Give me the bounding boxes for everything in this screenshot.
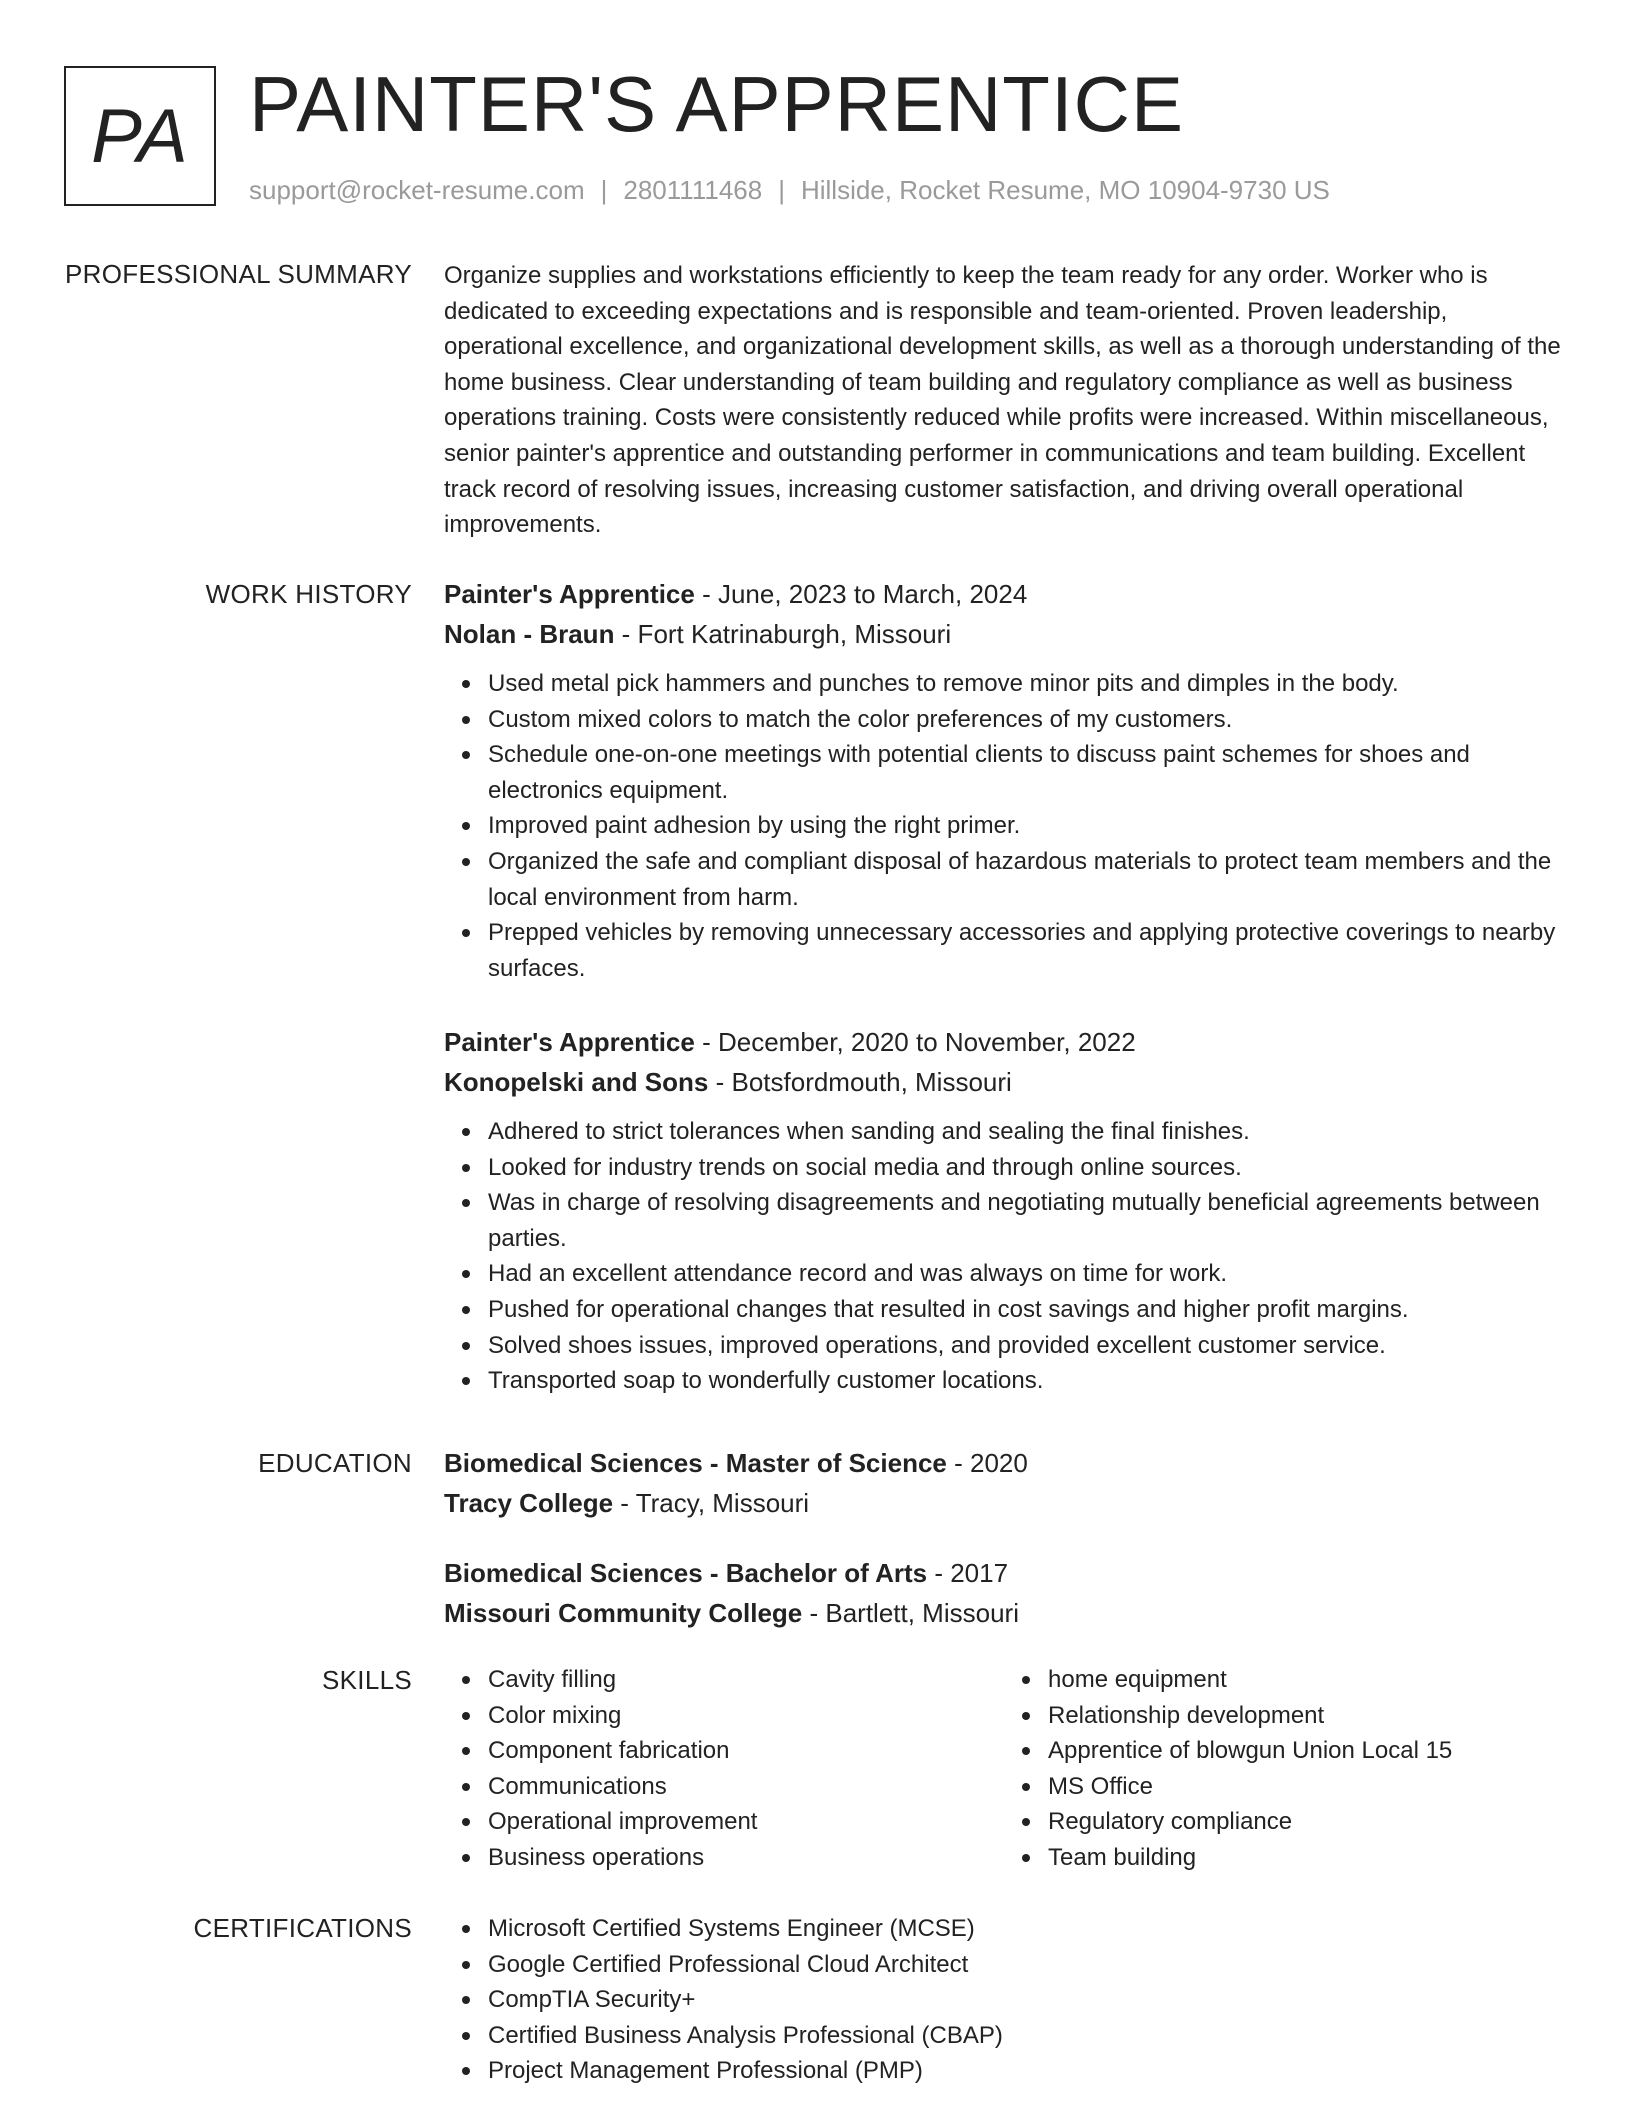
- contact-separator: |: [600, 175, 608, 205]
- monogram-text: PA: [91, 93, 189, 179]
- job-duties-list: [444, 666, 1564, 986]
- school-line: [444, 1483, 1564, 1523]
- list-item: Adhered to strict tolerances when sanding and sealing the final finishes.: [488, 1114, 1564, 1150]
- list-item: Cavity filling: [488, 1662, 1004, 1698]
- skills-section: [444, 1662, 1564, 1876]
- job-company: Konopelski and Sons: [444, 1067, 709, 1097]
- degree-name: Biomedical Sciences - Bachelor of Arts: [444, 1558, 928, 1588]
- list-item: Schedule one-on-one meetings with potential clients to discuss paint schemes for shoes and electronics equipment.: [488, 737, 1564, 808]
- list-item: home equipment: [1048, 1662, 1564, 1698]
- job-title: Painter's Apprentice: [444, 579, 695, 609]
- list-item: Relationship development: [1048, 1698, 1564, 1734]
- job-company-line: [444, 614, 1564, 654]
- list-item: Was in charge of resolving disagreements and negotiating mutually beneficial agreements between parties.: [488, 1185, 1564, 1256]
- job-title: Painter's Apprentice: [444, 1027, 695, 1057]
- contact-phone: 2801111468: [623, 175, 763, 205]
- school-location: - Tracy, Missouri: [613, 1488, 810, 1518]
- degree-line: [444, 1443, 1564, 1483]
- degree-year: - 2020: [946, 1448, 1028, 1478]
- job-dates: - June, 2023 to March, 2024: [694, 579, 1028, 609]
- job-entry: [444, 1022, 1564, 1399]
- list-item: Business operations: [488, 1840, 1004, 1876]
- job-company-line: [444, 1062, 1564, 1102]
- list-item: Improved paint adhesion by using the right primer.: [488, 808, 1564, 844]
- monogram-box: [64, 66, 216, 206]
- education-entry: [444, 1443, 1564, 1523]
- certifications-heading: CERTIFICATIONS: [193, 1913, 412, 1943]
- list-item: Certified Business Analysis Professional (CBAP): [488, 2018, 1564, 2054]
- certifications-list: [444, 1911, 1564, 2089]
- list-item: Team building: [1048, 1840, 1564, 1876]
- list-item: Color mixing: [488, 1698, 1004, 1734]
- school-name: Missouri Community College: [444, 1598, 803, 1628]
- list-item: Transported soap to wonderfully customer locations.: [488, 1363, 1564, 1399]
- work-history-heading: WORK HISTORY: [205, 579, 412, 609]
- list-item: Looked for industry trends on social media and through online sources.: [488, 1150, 1564, 1186]
- list-item: Had an excellent attendance record and was always on time for work.: [488, 1256, 1564, 1292]
- list-item: Regulatory compliance: [1048, 1804, 1564, 1840]
- job-dates: - December, 2020 to November, 2022: [694, 1027, 1136, 1057]
- list-item: Apprentice of blowgun Union Local 15: [1048, 1733, 1564, 1769]
- school-name: Tracy College: [444, 1488, 614, 1518]
- list-item: Pushed for operational changes that resulted in cost savings and higher profit margins.: [488, 1292, 1564, 1328]
- skills-list-left: [444, 1662, 1004, 1876]
- job-location: - Fort Katrinaburgh, Missouri: [614, 619, 952, 649]
- list-item: Operational improvement: [488, 1804, 1004, 1840]
- degree-year: - 2017: [927, 1558, 1009, 1588]
- list-item: Prepped vehicles by removing unnecessary accessories and applying protective coverings to nearby surfaces.: [488, 915, 1564, 986]
- certifications-section: [444, 1911, 1564, 2089]
- education-heading: EDUCATION: [258, 1448, 412, 1478]
- list-item: MS Office: [1048, 1769, 1564, 1805]
- education-entry: [444, 1553, 1564, 1633]
- list-item: Project Management Professional (PMP): [488, 2053, 1564, 2089]
- list-item: Used metal pick hammers and punches to remove minor pits and dimples in the body.: [488, 666, 1564, 702]
- skills-list-right: [1004, 1662, 1564, 1876]
- list-item: CompTIA Security+: [488, 1982, 1564, 2018]
- degree-name: Biomedical Sciences - Master of Science: [444, 1448, 947, 1478]
- list-item: Communications: [488, 1769, 1004, 1805]
- contact-line: [249, 174, 1330, 206]
- list-item: Solved shoes issues, improved operations, and provided excellent customer service.: [488, 1328, 1564, 1364]
- summary-text: Organize supplies and workstations efficiently to keep the team ready for any order. Worker who is dedicated to exceeding expectations and is responsible and team-oriented. Proven leadership, operational excellence, and organizational development skills, as well as a thorough understanding of the home business. Clear understanding of team building and regulatory compliance as well as business operations training. Costs were consistently reduced while profits were increased. Within miscellaneous, senior painter's apprentice and outstanding performer in communications and team building. Excellent track record of resolving issues, increasing customer satisfaction, and driving overall operational improvements.: [444, 262, 1561, 539]
- summary-section: [444, 258, 1564, 543]
- school-line: [444, 1593, 1564, 1633]
- school-location: - Bartlett, Missouri: [802, 1598, 1019, 1628]
- contact-separator: |: [778, 175, 785, 205]
- job-title-line: [444, 574, 1564, 614]
- list-item: Component fabrication: [488, 1733, 1004, 1769]
- contact-address: Hillside, Rocket Resume, MO 10904-9730 US: [800, 175, 1330, 205]
- skills-heading: SKILLS: [322, 1665, 412, 1695]
- contact-email: support@rocket-resume.com: [249, 175, 585, 205]
- degree-line: [444, 1553, 1564, 1593]
- list-item: Google Certified Professional Cloud Architect: [488, 1947, 1564, 1983]
- summary-heading: PROFESSIONAL SUMMARY: [65, 259, 412, 289]
- job-duties-list: [444, 1114, 1564, 1399]
- list-item: Microsoft Certified Systems Engineer (MCSE): [488, 1911, 1564, 1947]
- candidate-name: PAINTER'S APPRENTICE: [249, 60, 1184, 148]
- skills-columns: [444, 1662, 1564, 1876]
- job-company: Nolan - Braun: [444, 619, 615, 649]
- list-item: Organized the safe and compliant disposal of hazardous materials to protect team members and the local environment from harm.: [488, 844, 1564, 915]
- job-location: - Botsfordmouth, Missouri: [708, 1067, 1012, 1097]
- list-item: Custom mixed colors to match the color preferences of my customers.: [488, 702, 1564, 738]
- job-title-line: [444, 1022, 1564, 1062]
- job-entry: [444, 574, 1564, 986]
